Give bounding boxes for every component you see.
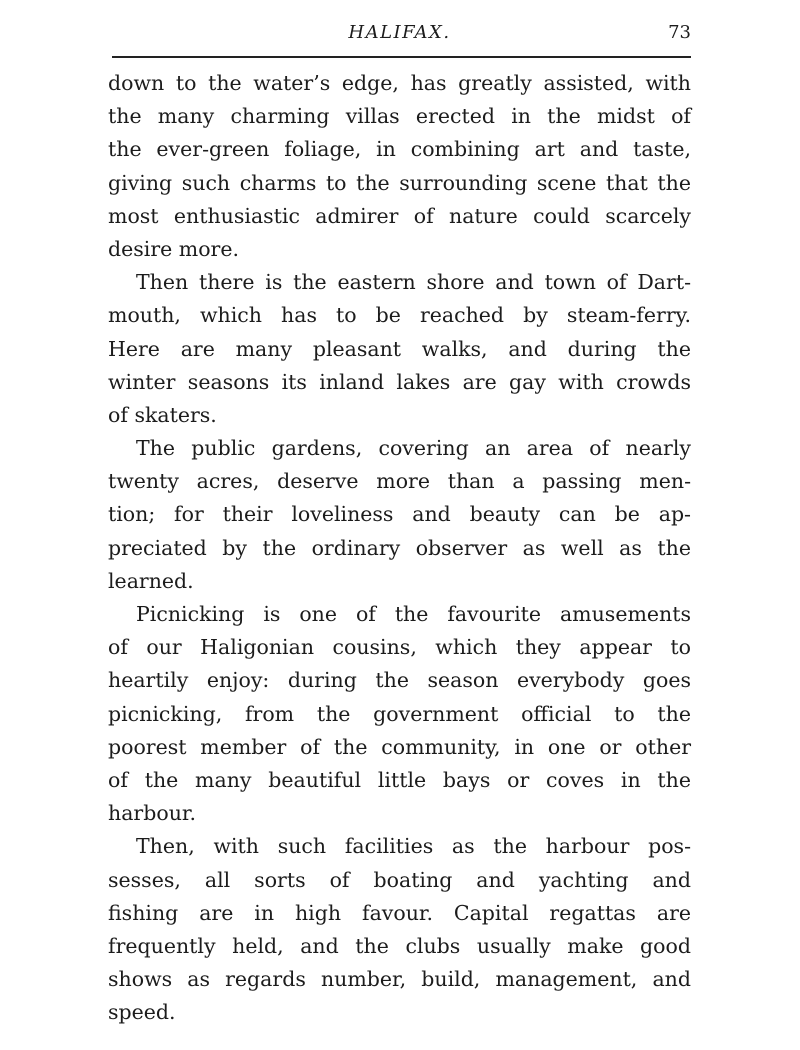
text-line: shows as regards number, build, management, and <box>108 967 691 992</box>
text-line: giving such charms to the surrounding scene that the <box>108 170 691 195</box>
text-line: sesses, all sorts of boating and yachting and <box>108 867 691 892</box>
text-line: heartily enjoy: during the season everybody goes <box>108 668 691 693</box>
page-number: 73 <box>668 22 691 43</box>
text-line: the many charming villas erected in the midst of <box>108 104 691 129</box>
text-line: mouth, which has to be reached by steam-ferry. <box>108 303 691 328</box>
book-page <box>108 0 691 1050</box>
text-line: of our Haligonian cousins, which they appear to <box>108 635 691 660</box>
paragraph <box>108 67 691 266</box>
body-text <box>108 67 691 1029</box>
text-line: of skaters. <box>108 402 217 427</box>
running-title: HALIFAX. <box>348 22 451 43</box>
text-line: Then, with such facilities as the harbour pos- <box>136 834 691 859</box>
text-line: down to the water’s edge, has greatly assisted, with <box>108 71 691 95</box>
text-line: preciated by the ordinary observer as well as the <box>108 535 691 560</box>
paragraph <box>108 432 691 598</box>
header-rule <box>112 56 691 58</box>
paragraph <box>108 830 691 1029</box>
running-header <box>108 22 691 46</box>
text-line: winter seasons its inland lakes are gay with crowds <box>108 369 691 394</box>
text-line: tion; for their loveliness and beauty can be ap- <box>108 502 691 527</box>
text-line: fishing are in high favour. Capital regattas are <box>108 900 691 925</box>
text-line: Here are many pleasant walks, and during the <box>108 336 691 361</box>
text-line: most enthusiastic admirer of nature could scarcely <box>108 203 691 228</box>
text-line: of the many beautiful little bays or coves in the <box>108 767 691 792</box>
text-line: speed. <box>108 1000 176 1025</box>
text-line: the ever-green foliage, in combining art and taste, <box>108 137 691 162</box>
text-line: picnicking, from the government official to the <box>108 701 691 726</box>
text-line: desire more. <box>108 236 240 261</box>
text-line: harbour. <box>108 801 196 826</box>
text-line: Then there is the eastern shore and town of Dart- <box>136 270 691 295</box>
text-line: poorest member of the community, in one or other <box>108 734 691 759</box>
text-line: Picnicking is one of the favourite amusements <box>136 602 691 626</box>
text-line: frequently held, and the clubs usually make good <box>108 933 691 958</box>
text-line: learned. <box>108 568 194 593</box>
paragraph <box>108 598 691 830</box>
text-line: The public gardens, covering an area of nearly <box>136 436 691 461</box>
paragraph <box>108 266 691 432</box>
text-line: twenty acres, deserve more than a passing men- <box>108 469 691 494</box>
